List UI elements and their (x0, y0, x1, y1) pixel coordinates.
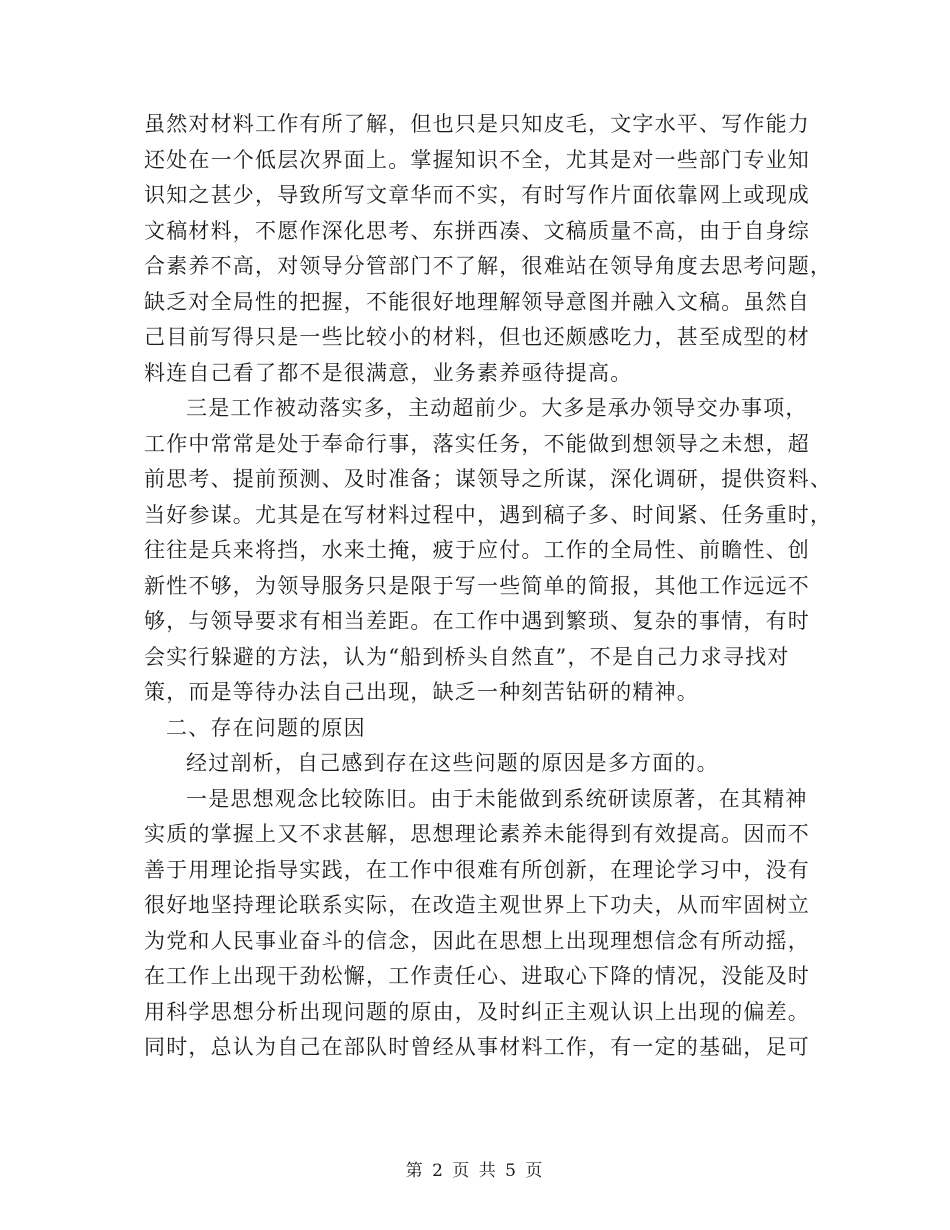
text-line: 合素养不高，对领导分管部门不了解，很难站在领导角度去思考问题， (144, 254, 833, 278)
text-line: 策，而是等待办法自己出现，缺乏一种刻苦钻研的精神。 (144, 680, 699, 704)
paragraph-start-line: 一是思想观念比较陈旧。由于未能做到系统研读原著，在其精神 (186, 786, 808, 811)
text-line: 工作中常常是处于奉命行事，落实任务，不能做到想领导之未想，超 (144, 431, 810, 456)
text-line: 在工作上出现干劲松懈，工作责任心、进取心下降的情况，没能及时 (144, 964, 810, 988)
text-line: 往往是兵来将挡，水来土掩，疲于应付。工作的全局性、前瞻性、创 (144, 538, 810, 562)
section-heading: 二、存在问题的原因 (166, 715, 366, 740)
text-line: 善于用理论指导实践，在工作中很难有所创新，在理论学习中，没有 (144, 857, 810, 882)
paragraph-start-line: 三是工作被动落实多，主动超前少。大多是承办领导交办事项， (186, 396, 808, 420)
text-line: 料连自己看了都不是很满意，业务素养亟待提高。 (144, 360, 633, 385)
text-line: 识知之甚少，导致所写文章华而不实，有时写作片面依靠网上或现成 (144, 183, 810, 207)
text-line: 实质的掌握上又不求甚解，思想理论素养未能得到有效提高。因而不 (144, 822, 810, 846)
text-line: 新性不够，为领导服务只是限于写一些简单的简报，其他工作远远不 (144, 573, 810, 598)
text-line: 用科学思想分析出现问题的原由，及时纠正主观认识上出现的偏差。 (144, 999, 810, 1024)
document-body (144, 107, 833, 1066)
text-line: 够，与领导要求有相当差距。在工作中遇到繁琐、复杂的事情，有时 (144, 609, 810, 633)
text-line: 缺乏对全局性的把握，不能很好地理解领导意图并融入文稿。虽然自 (144, 289, 810, 314)
text-line: 当好参谋。尤其是在写材料过程中，遇到稿子多、时间紧、任务重时， (144, 502, 833, 527)
text-line: 还处在一个低层次界面上。掌握知识不全，尤其是对一些部门专业知 (144, 147, 810, 172)
text-line: 会实行躲避的方法，认为“船到桥头自然直”，不是自己力求寻找对 (144, 644, 790, 669)
text-line: 虽然对材料工作有所了解，但也只是只知皮毛，文字水平、写作能力 (144, 112, 810, 136)
text-line: 为党和人民事业奋斗的信念，因此在思想上出现理想信念有所动摇， (144, 928, 810, 953)
text-line: 己目前写得只是一些比较小的材料，但也还颇感吃力，甚至成型的材 (144, 325, 810, 349)
page-number-footer: 第 2 页 共 5 页 (405, 1161, 545, 1181)
paragraph-start-line: 经过剖析，自己感到存在这些问题的原因是多方面的。 (186, 751, 719, 775)
text-line: 很好地坚持理论联系实际，在改造主观世界上下功夫，从而牢固树立 (144, 893, 810, 917)
text-line: 前思考、提前预测、及时准备；谋领导之所谋，深化调研，提供资料、 (144, 467, 833, 491)
text-line: 文稿材料，不愿作深化思考、东拼西凑、文稿质量不高，由于自身综 (144, 218, 810, 243)
text-line: 同时，总认为自己在部队时曾经从事材料工作，有一定的基础，足可 (144, 1035, 810, 1059)
